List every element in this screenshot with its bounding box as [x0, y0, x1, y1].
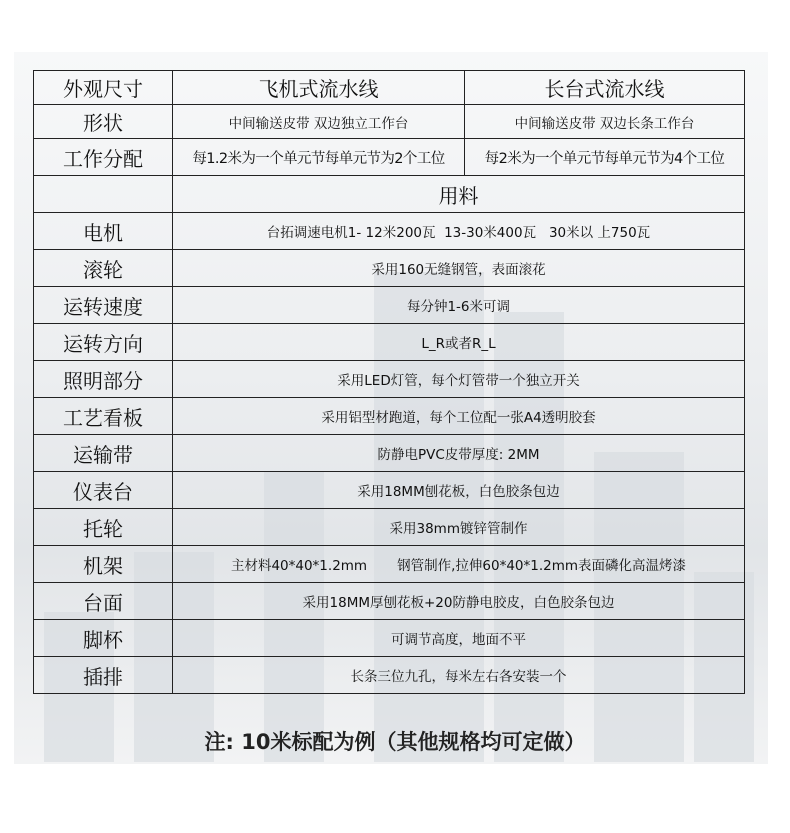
materials-title-blank: [34, 176, 173, 213]
material-row: [34, 546, 745, 583]
material-value: L_R或者R_L: [173, 324, 745, 361]
material-row: [34, 324, 745, 361]
shape-long-table: 中间输送皮带 双边长条工作台: [465, 105, 745, 139]
division-row: [34, 139, 745, 176]
material-value: 每分钟1-6米可调: [173, 287, 745, 324]
materials-title: 用料: [173, 176, 745, 213]
header-label: 外观尺寸: [34, 71, 173, 105]
division-airplane: 每1.2米为一个单元节每单元节为2个工位: [173, 139, 465, 176]
material-row: [34, 435, 745, 472]
material-label: 运转速度: [34, 287, 173, 324]
footnote: 注: 10米标配为例（其他规格均可定做）: [204, 730, 586, 754]
material-value: 可调节高度，地面不平: [173, 620, 745, 657]
material-value: 采用38mm镀锌管制作: [173, 509, 745, 546]
material-row: [34, 472, 745, 509]
material-label: 仪表台: [34, 472, 173, 509]
material-label: 台面: [34, 583, 173, 620]
material-value: 长条三位九孔，每米左右各安装一个: [173, 657, 745, 694]
materials-title-row: [34, 176, 745, 213]
material-value: 台拓调速电机1- 12米200瓦 13-30米400瓦 30米以 上750瓦: [173, 213, 745, 250]
material-label: 机架: [34, 546, 173, 583]
material-row: [34, 620, 745, 657]
material-value: 主材料40*40*1.2mm 钢管制作,拉伸60*40*1.2mm表面磷化高温烤漆: [173, 546, 745, 583]
material-label: 托轮: [34, 509, 173, 546]
material-row: [34, 657, 745, 694]
material-label: 脚杯: [34, 620, 173, 657]
header-long-table-line: 长台式流水线: [465, 71, 745, 105]
material-label: 运输带: [34, 435, 173, 472]
material-label: 滚轮: [34, 250, 173, 287]
shape-row: [34, 105, 745, 139]
division-long-table: 每2米为一个单元节每单元节为4个工位: [465, 139, 745, 176]
material-value: 采用铝型材跑道，每个工位配一张A4透明胶套: [173, 398, 745, 435]
material-row: [34, 509, 745, 546]
division-label: 工作分配: [34, 139, 173, 176]
material-row: [34, 361, 745, 398]
material-row: [34, 287, 745, 324]
material-row: [34, 213, 745, 250]
material-label: 工艺看板: [34, 398, 173, 435]
material-value: 采用160无缝钢管，表面滚花: [173, 250, 745, 287]
material-label: 运转方向: [34, 324, 173, 361]
material-label: 电机: [34, 213, 173, 250]
header-row: [34, 71, 745, 105]
material-value: 采用LED灯管，每个灯管带一个独立开关: [173, 361, 745, 398]
shape-airplane: 中间输送皮带 双边独立工作台: [173, 105, 465, 139]
header-airplane-line: 飞机式流水线: [173, 71, 465, 105]
material-label: 插排: [34, 657, 173, 694]
material-row: [34, 250, 745, 287]
material-row: [34, 583, 745, 620]
material-value: 采用18MM刨花板，白色胶条包边: [173, 472, 745, 509]
material-label: 照明部分: [34, 361, 173, 398]
shape-label: 形状: [34, 105, 173, 139]
material-value: 采用18MM厚刨花板+20防静电胶皮，白色胶条包边: [173, 583, 745, 620]
material-row: [34, 398, 745, 435]
material-value: 防静电PVC皮带厚度: 2MM: [173, 435, 745, 472]
spec-table: [33, 70, 745, 694]
